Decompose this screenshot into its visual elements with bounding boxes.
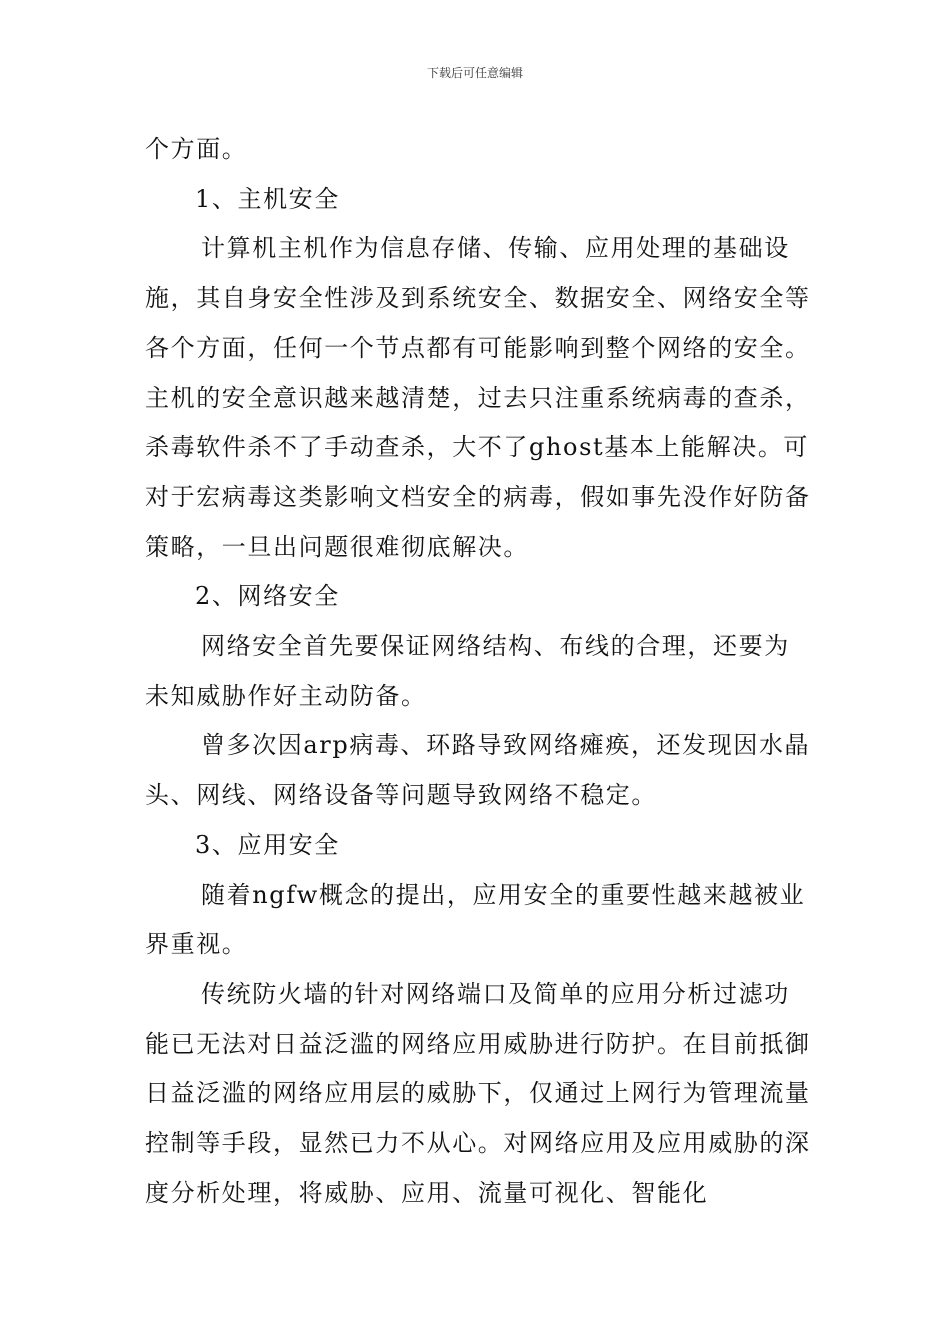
paragraph-network-incidents: 曾多次因arp病毒、环路导致网络瘫痪，还发现因水晶头、网线、网络设备等问题导致网络不稳定。 xyxy=(145,731,811,810)
paragraph-traditional-firewall: 传统防火墙的针对网络端口及简单的应用分析过滤功能已无法对日益泛滥的网络应用威胁进行防护。在目前抵御日益泛滥的网络应用层的威胁下，仅通过上网行为管理流量控制等手段，显然已力不从心。对网络应用及应用威胁的深度分析处理，将威胁、应用、流量可视化、智能化 xyxy=(145,979,811,1207)
page-header: 下载后可任意编辑 xyxy=(426,66,523,80)
section-heading-network-security: 2、网络安全 xyxy=(195,582,340,611)
paragraph-ngfw: 随着ngfw概念的提出，应用安全的重要性越来越被业界重视。 xyxy=(145,880,806,959)
document-body xyxy=(145,125,813,1218)
paragraph-host-security: 计算机主机作为信息存储、传输、应用处理的基础设施，其自身安全性涉及到系统安全、数据安全、网络安全等各个方面，任何一个节点都有可能影响到整个网络的安全。主机的安全意识越来越清楚，过去只注重系统病毒的查杀，杀毒软件杀不了手动查杀，大不了ghost基本上能解决。可对于宏病毒这类影响文档安全的病毒，假如事先没作好防备策略，一旦出问题很难彻底解决。 xyxy=(145,234,811,561)
paragraph-network-security: 网络安全首先要保证网络结构、布线的合理，还要为未知威胁作好主动防备。 xyxy=(145,632,790,710)
paragraph-continuation: 个方面。 xyxy=(145,135,248,163)
section-heading-host-security: 1、主机安全 xyxy=(195,184,340,213)
section-heading-application-security: 3、应用安全 xyxy=(195,830,340,859)
